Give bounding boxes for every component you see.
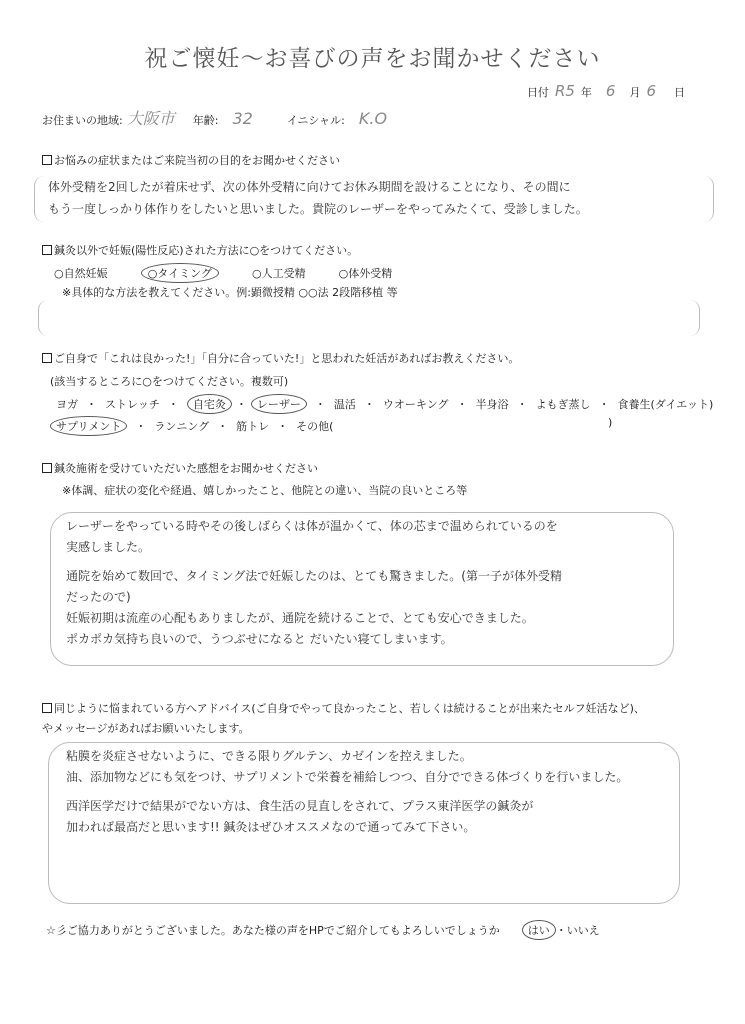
age-field[interactable]: 32: [232, 109, 253, 128]
footer-text: ☆彡ご協力ありがとうございました。あなた様の声をHPでご紹介してもよろしいでしょうか: [46, 924, 500, 937]
q4-answer-line: 通院を始めて数回で、タイミング法で妊娠したのは、とても驚きました。(第一子が体外受精: [66, 569, 562, 583]
option-supplement[interactable]: サプリメント: [50, 416, 127, 436]
option-yoga[interactable]: ヨガ: [56, 398, 78, 411]
q3-question-text: ご自身で「これは良かった!」「自分に合っていた!」と思われた妊活があればお教えください。: [54, 352, 520, 365]
q1-answer: [48, 176, 708, 220]
date-row: [527, 82, 685, 100]
consent-no[interactable]: いいえ: [566, 924, 600, 937]
q4-question-text: 鍼灸施術を受けていただいた感想をお聞かせください: [54, 462, 318, 475]
option-other-close: ): [608, 416, 613, 429]
region-label: お住まいの地域:: [42, 114, 123, 127]
region-field[interactable]: 大阪市: [126, 109, 175, 128]
q3-options-row2: サプリメント ・ ランニング ・ 筋トレ ・ その他(: [50, 416, 333, 436]
q5-answer: [66, 746, 706, 838]
q4-answer-line: レーザーをやっている時やその後しばらくは体が温かくて、体の芯まで温められているのを: [66, 519, 558, 533]
form-title: 祝ご懐妊〜お喜びの声をお聞かせください: [144, 46, 601, 72]
footer-row: [46, 920, 600, 940]
q4-note: ※体調、症状の変化や経過、嬉しかったこと、他院との違い、当院の良いところ等: [62, 484, 468, 497]
q2-note: ※具体的な方法を教えてください。例:顕微授精 ○○法 2段階移植 等: [62, 286, 398, 299]
q4-question: [42, 460, 318, 476]
q5-answer-line: 加われば最高だと思います!! 鍼灸はぜひオススメなので通ってみて下さい。: [66, 820, 476, 834]
checkbox-icon: [42, 463, 52, 473]
month-label: 月: [629, 86, 641, 99]
q4-answer: [66, 516, 706, 650]
q1-question: [42, 152, 340, 168]
q4-answer-line: 実感しました。: [66, 540, 151, 554]
q5-answer-line: 西洋医学だけで結果がでない方は、食生活の見直しをされて、プラス東洋医学の鍼灸が: [66, 799, 534, 813]
q2-answer-box[interactable]: [38, 300, 700, 336]
initial-field[interactable]: K.O: [358, 109, 388, 128]
q1-question-text: お悩みの症状またはご来院当初の目的をお聞かせください: [54, 154, 340, 167]
q1-answer-line: 体外受精を2回したが着床せず、次の体外受精に向けてお休み期間を設けることになり、その間に: [48, 180, 571, 194]
option-other[interactable]: その他(: [296, 420, 334, 433]
q2-question: [42, 242, 358, 258]
q4-answer-line: 妊娠初期は流産の心配もありましたが、通院を続けることで、とても安心できました。: [66, 611, 534, 625]
option-artificial[interactable]: ○人工受精: [251, 267, 306, 280]
option-running[interactable]: ランニング: [154, 420, 210, 433]
day-label: 日: [674, 86, 685, 99]
date-day[interactable]: 6: [646, 82, 656, 100]
consent-yes[interactable]: はい: [522, 920, 556, 940]
checkbox-icon: [42, 245, 52, 255]
q5-answer-line: 粘膜を炎症させないように、できる限りグルテン、カゼインを控えました。: [66, 749, 472, 763]
date-label: 日付: [526, 86, 549, 99]
option-stretch[interactable]: ストレッチ: [105, 398, 160, 411]
q2-options: [54, 262, 420, 283]
q3-question: [42, 350, 519, 366]
option-timing[interactable]: ○タイミング: [141, 263, 219, 283]
q5-question-line2: やメッセージがあればお願いいたします。: [42, 722, 250, 735]
option-yomogi[interactable]: よもぎ蒸し: [535, 398, 591, 411]
initial-label: イニシャル:: [286, 114, 345, 127]
q4-answer-line: だったので): [66, 590, 131, 604]
q2-question-text: 鍼灸以外で妊娠(陽性反応)された方法に○をつけてください。: [54, 244, 359, 257]
checkbox-icon: [42, 155, 52, 165]
q1-answer-line: もう一度しっかり体作りをしたいと思いました。貴院のレーザーをやってみたくて、受診しました。: [48, 202, 588, 216]
q3-options-row1: ヨガ ・ ストレッチ ・ 自宅灸 ・ レーザー ・ 温活 ・ ウオーキング ・ 半身浴 ・ よもぎ蒸し ・ 食養生(ダイエット): [56, 394, 713, 414]
q5-question-text: 同じように悩まれている方へアドバイス(ご自身でやって良かったこと、若しくは続けることが出来たセルフ妊活など)、: [54, 702, 645, 715]
checkbox-icon: [42, 703, 52, 713]
year-label: 年: [580, 86, 592, 99]
option-home-moxa[interactable]: 自宅灸: [187, 394, 232, 414]
checkbox-icon: [42, 353, 52, 363]
date-month[interactable]: 6: [605, 82, 616, 100]
consent-separator: ・: [555, 924, 567, 937]
option-warming[interactable]: 温活: [333, 398, 356, 411]
q5-answer-line: 油、添加物などにも気をつけ、サプリメントで栄養を補給しつつ、自分でできる体づくりを行いました。: [66, 770, 629, 784]
option-diet[interactable]: 食養生(ダイエット): [617, 398, 714, 411]
option-half-bath[interactable]: 半身浴: [475, 398, 509, 411]
option-natural[interactable]: ○自然妊娠: [54, 267, 108, 280]
age-label: 年齢:: [192, 114, 219, 127]
q3-sub: (該当するところに○をつけてください。複数可): [50, 375, 289, 388]
option-training[interactable]: 筋トレ: [236, 420, 270, 433]
q5-question: [42, 700, 645, 716]
option-walking[interactable]: ウオーキング: [382, 398, 449, 411]
option-laser[interactable]: レーザー: [251, 394, 307, 414]
profile-row: [42, 106, 405, 129]
option-ivf[interactable]: ○体外受精: [338, 267, 393, 280]
date-era-year[interactable]: R5: [554, 82, 575, 100]
q4-answer-line: ポカポカ気持ち良いので、うつぶせになると だいたい寝てしまいます。: [66, 632, 453, 646]
